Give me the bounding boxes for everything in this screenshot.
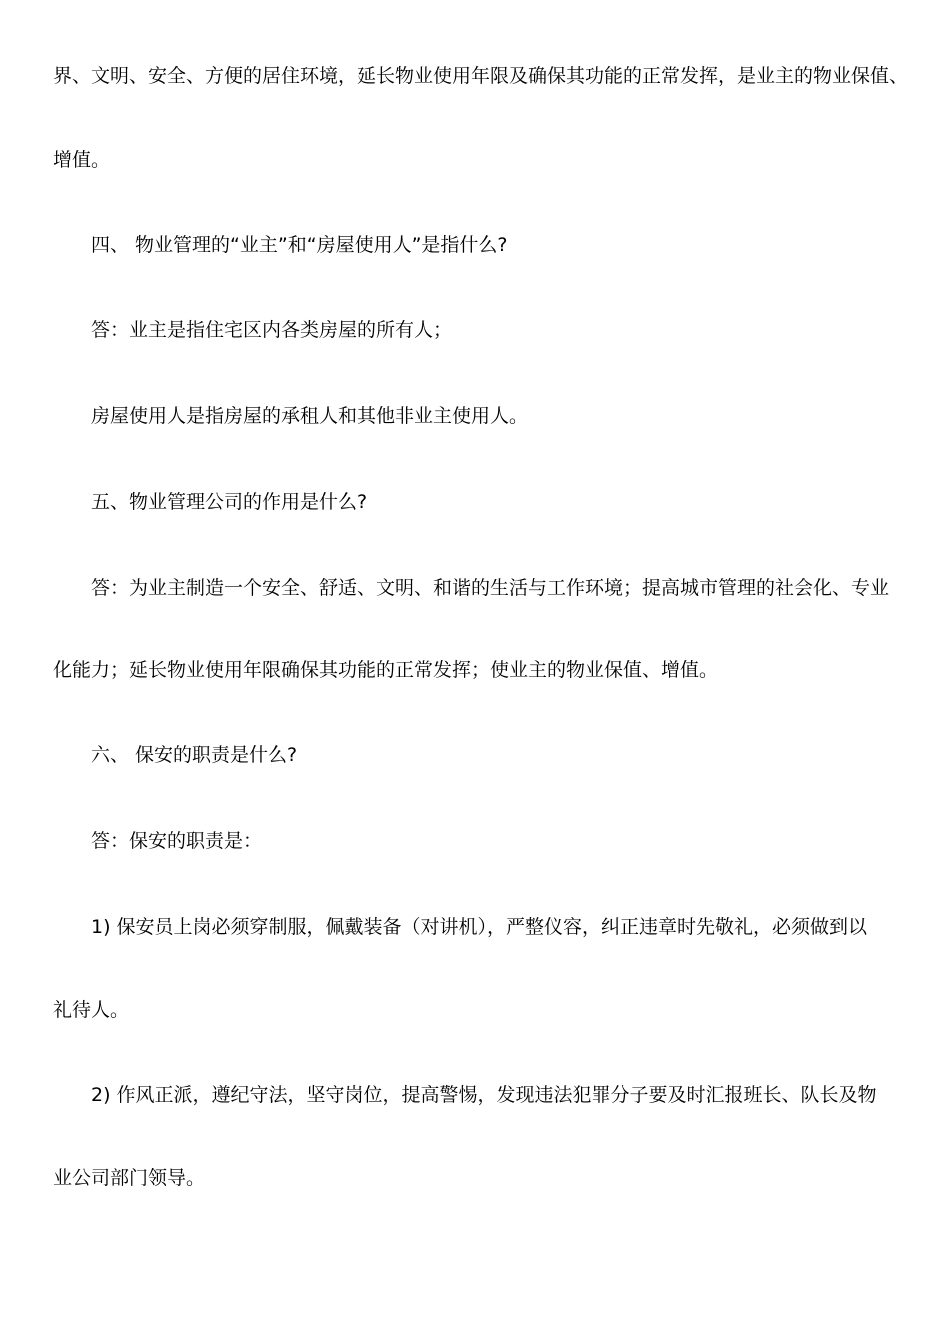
list-item: 1) 保安员上岗必须穿制服，佩戴装备（对讲机），严整仪容，纠正违章时先敬礼，必须做到以 (91, 916, 868, 938)
answer-line: 房屋使用人是指房屋的承租人和其他非业主使用人。 (91, 405, 529, 427)
paragraph-line: 礼待人。 (53, 999, 130, 1021)
section-heading: 四、 物业管理的“业主”和“房屋使用人”是指什么? (91, 234, 508, 256)
paragraph-line: 增值。 (53, 149, 111, 171)
section-heading: 五、物业管理公司的作用是什么? (91, 491, 368, 513)
answer-line: 答：保安的职责是： (91, 830, 263, 852)
answer-line: 答：业主是指住宅区内各类房屋的所有人； (91, 319, 453, 341)
paragraph-line: 业公司部门领导。 (53, 1167, 206, 1189)
section-heading: 六、 保安的职责是什么? (91, 744, 298, 766)
paragraph-line: 化能力；延长物业使用年限确保其功能的正常发挥；使业主的物业保值、增值。 (53, 659, 719, 681)
list-item: 2) 作风正派，遵纪守法，坚守岗位，提高警惕，发现违法犯罪分子要及时汇报班长、队长及物 (91, 1084, 877, 1106)
answer-line: 答：为业主制造一个安全、舒适、文明、和谐的生活与工作环境；提高城市管理的社会化、专业 (91, 577, 890, 599)
paragraph-line: 界、文明、安全、方便的居住环境，延长物业使用年限及确保其功能的正常发挥，是业主的物业保值、 (53, 65, 909, 87)
